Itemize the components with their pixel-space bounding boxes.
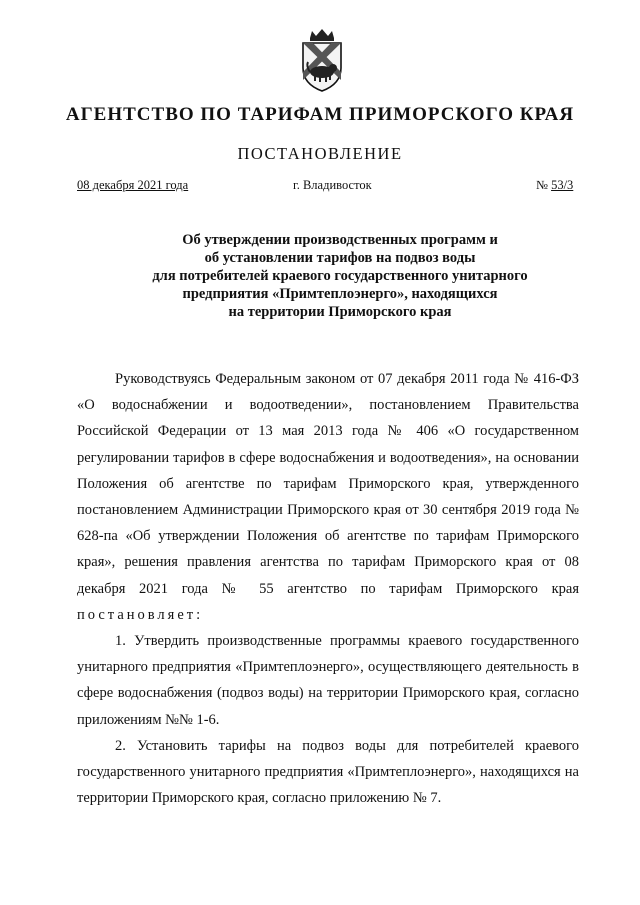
coat-of-arms-icon [293, 28, 351, 94]
subject-line: на территории Приморского края [228, 304, 452, 320]
number-prefix: № [536, 178, 548, 192]
item-1-paragraph: 1. Утвердить производственные программы краевого государственного унитарного предприятия «Примтеплоэнерго», осуществляющего деятельность в сфере водоснабжения (подвоз воды) на территории Приморского края, согласно приложениям №№ 1-6. [77, 633, 579, 728]
preamble-text: Руководствуясь Федеральным законом от 07 декабря 2011 года № 416-ФЗ «О водоснабжении и водоотведении», постановлением Правительства Российской Федерации от 13 мая 2013 года № 406 «О государственном регулировании тарифов в сфере водоснабжения и водоотведения», на основании Положения об агентстве по тарифам Приморского края, утвержденного постановлением Администрации Приморского края от 30 сентября 2019 года № 628-па «Об утверждении Положения об агентстве по тарифам Приморского края», решения правления агентства по тарифам Приморского края от 08 декабря 2021 года № 55 агентство по тарифам Приморского края [77, 371, 579, 597]
document-type: ПОСТАНОВЛЕНИЕ [237, 144, 403, 163]
document-subject [140, 231, 540, 321]
item-2-paragraph: 2. Установить тарифы на подвоз воды для потребителей краевого государственного унитарного предприятия «Примтеплоэнерго», находящихся на территории Приморского края, согласно приложению № 7. [77, 737, 579, 807]
subject-line: об установлении тарифов на подвоз воды [204, 250, 476, 266]
subject-line: предприятия «Примтеплоэнерго», находящихся [182, 286, 498, 302]
document-date: 08 декабря 2021 года [77, 178, 189, 192]
subject-line: для потребителей краевого государственного унитарного [152, 268, 528, 284]
document-city: г. Владивосток [293, 178, 372, 192]
number-value: 53/3 [551, 178, 574, 192]
preamble-paragraph [77, 366, 579, 628]
decree-word: постановляет: [77, 606, 204, 623]
document-number [536, 178, 573, 193]
subject-line: Об утверждении производственных программ и [182, 232, 498, 248]
document-body [77, 366, 579, 811]
agency-title: АГЕНТСТВО ПО ТАРИФАМ ПРИМОРСКОГО КРАЯ [65, 104, 575, 125]
